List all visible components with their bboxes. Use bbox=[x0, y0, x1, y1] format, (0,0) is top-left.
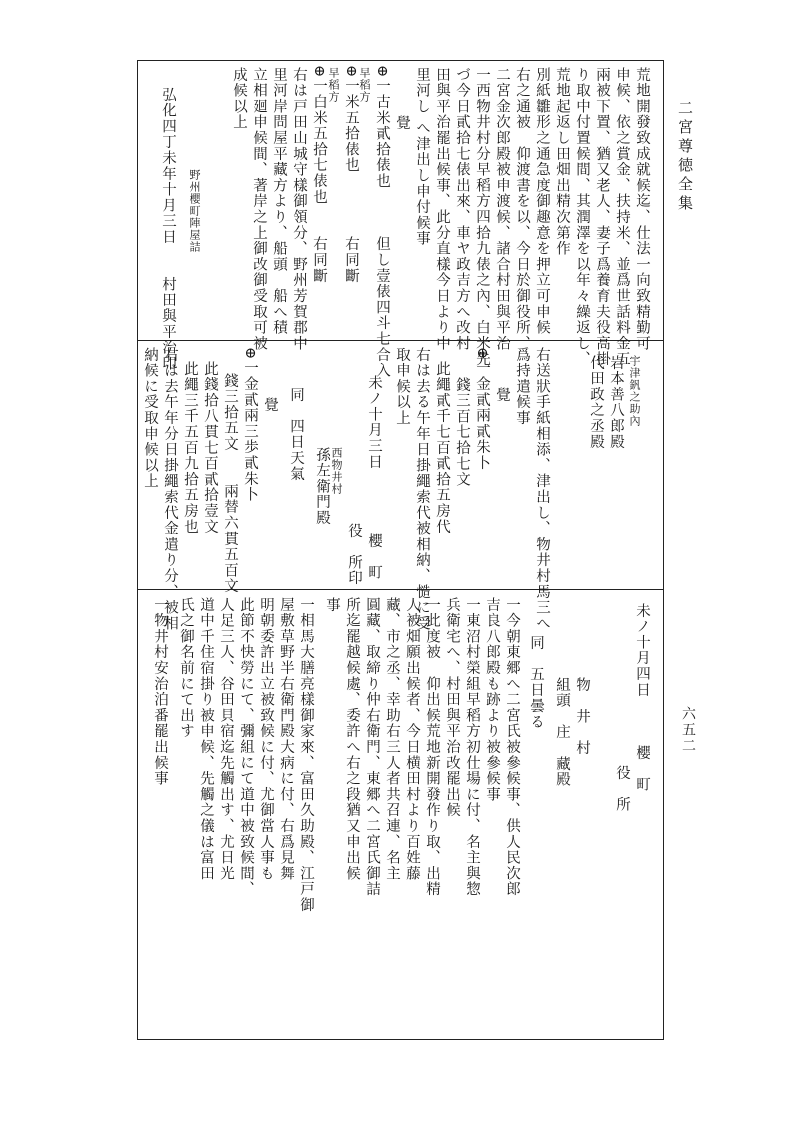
text-column: 右送狀手紙相添、津出し、物井村馬三へ bbox=[534, 347, 550, 632]
text-column: 一東沼村榮組早稻方初仕場に付、名主與惣 bbox=[464, 597, 480, 898]
text-column: 役 所 bbox=[614, 765, 630, 813]
text-column: 圓藏、取締り仲右衛門、東郷へ二宮氏御詰 bbox=[364, 597, 380, 898]
text-column: 此錢拾八貫七百貳拾壹文 bbox=[202, 361, 218, 535]
text-column: 兩被下置、猶又老人、妻子爲養育夫役高掛 bbox=[594, 67, 610, 368]
text-column: 一相馬大膳亮樣御家來、富田久助殿、江戸御 bbox=[298, 597, 314, 913]
text-column: 孫左衛門殿 bbox=[314, 447, 330, 526]
page-number: 六五二 bbox=[680, 706, 696, 754]
text-column: 錢三拾五文 兩替六貫五百文 bbox=[222, 373, 238, 595]
text-column: 田與平治罷出候事、此分直樣今日より中 bbox=[434, 67, 450, 352]
text-column: 人被畑願出候者、今日横田村より百姓藤 bbox=[404, 597, 420, 882]
band-divider bbox=[138, 589, 663, 590]
text-column: 覺 bbox=[494, 387, 510, 403]
text-column: 二宮金次郎殿被申渡候、諸合村田與平治 bbox=[494, 67, 510, 352]
text-column: 物 井 村 bbox=[574, 677, 590, 756]
text-column: 同 四日天氣 bbox=[288, 387, 304, 482]
text-column: 一此度被 仰出候荒地新開發作り取、出精 bbox=[424, 597, 440, 898]
text-column: 役 所印 bbox=[346, 523, 362, 587]
text-column: 爲持遣候事 bbox=[514, 347, 530, 426]
text-column: 申候、依之賞金、扶持米、並爲世話料金五 bbox=[614, 67, 630, 368]
text-column: づ今日貳拾七俵出來、車ヤ政吉方へ改村 bbox=[454, 67, 470, 352]
text-column: 別紙雛形之通急度御趣意を押立可申候 bbox=[534, 67, 550, 336]
text-column: 荒地起返し田畑出精次第作 bbox=[554, 67, 570, 257]
text-column: 右は去午年分日掛繩索代金遣り分、被相 bbox=[162, 347, 178, 632]
text-column: 組頭 庄 藏殿 bbox=[554, 677, 570, 788]
text-column: 一物井村安治泊番罷出候事 bbox=[152, 597, 168, 787]
text-column: 弘化四丁未年十月三日 村田與平治印 bbox=[160, 87, 176, 372]
text-column: り取中付置候間、其潤澤を以年々繰返し、 bbox=[574, 67, 590, 368]
text-column: 覺 bbox=[262, 397, 278, 413]
text-column: 人足三人、谷田貝宿迄先觸出す、尤日光 bbox=[218, 597, 234, 882]
text-column: ⊕一金貳兩三歩貳朱卜 bbox=[242, 347, 258, 503]
text-column: ⊕一金貳兩貳朱卜 bbox=[474, 347, 490, 472]
running-title: 二宮尊徳全集 bbox=[676, 100, 694, 214]
text-column: 未ノ十月四日 櫻 町 bbox=[634, 603, 650, 793]
text-column: ⊕一白米五拾七俵也 右同斷 bbox=[311, 65, 327, 284]
text-column: 所迄罷越候處、委許へ右之段猶又申出候 bbox=[344, 597, 360, 882]
text-column: 此節不快勞にて、彌組にて道中被致候間、 bbox=[238, 597, 254, 898]
text-column: 氏之御名前にて出す bbox=[178, 597, 194, 740]
text-column: 成候以上 bbox=[231, 67, 247, 131]
text-column: 道中千住宿掛り被申候、先觸之儀は富田 bbox=[198, 597, 214, 882]
text-column: 錢三百七拾七文 bbox=[454, 377, 470, 488]
text-column: 納候に受取申候以上 bbox=[142, 347, 158, 490]
text-column: 右之通被 仰渡書を以、今日於御役所、 bbox=[514, 67, 530, 352]
text-column: 藏、市之丞、幸助右三人者共召連、名主 bbox=[384, 597, 400, 882]
text-column: 事 bbox=[324, 597, 340, 613]
text-column: 吉良八郎殿も跡より被參候事 bbox=[484, 597, 500, 803]
text-column: 此繩貳千七百貳拾五房代 bbox=[434, 361, 450, 535]
text-column: 明朝委許出立被致候に付、尤御當人事も bbox=[258, 597, 274, 882]
text-column: 屋敷草野半右衛門殿大病に付、右爲見舞 bbox=[278, 597, 294, 882]
text-column: 荒地開發致成就候迄、仕法一向致精勤可 bbox=[634, 67, 650, 352]
text-column: 一今朝東郷へ二宮氏被參候事、供人民次郎 bbox=[504, 597, 520, 898]
text-column: 代田政之丞殿 bbox=[588, 355, 604, 450]
text-column: 里河し へ津出し申付候事 bbox=[414, 67, 430, 247]
text-column-small: 野州櫻町陣屋詰 bbox=[188, 169, 201, 253]
text-column: 右は去る午年日掛繩索代被相納、慥に受 bbox=[414, 347, 430, 632]
text-column: 同 五日曇る bbox=[528, 635, 544, 730]
text-column: 取申候以上 bbox=[394, 347, 410, 426]
text-column: ⊕一米五拾俵也 右同斷 bbox=[343, 65, 359, 284]
text-column-small: 早稻方 bbox=[358, 67, 371, 103]
text-column: 岩本善八郎殿 bbox=[608, 355, 624, 450]
text-column-small: 早稻方 bbox=[327, 67, 340, 103]
text-column: 里河岸問屋平藏方より、船頭 船へ積 bbox=[271, 67, 287, 336]
text-column: 右は戸田山城守樣御領分、野州芳賀郡中 bbox=[291, 67, 307, 352]
page-frame bbox=[137, 60, 664, 1040]
text-column: 未ノ十月三日 櫻 町 bbox=[366, 375, 382, 581]
text-column: 覺 bbox=[394, 115, 410, 131]
text-column: 此繩三千五百九拾五房也 bbox=[182, 361, 198, 535]
text-column: 兵衛宅へ、村田與平治改罷出候 bbox=[444, 597, 460, 819]
text-column: 一西物井村分早稻方四拾九俵之內、白米先 bbox=[474, 67, 490, 368]
text-column-small: 西物井村 bbox=[330, 447, 343, 495]
text-column: ⊕一古米貳拾俵也 但し壹俵四斗七合入 bbox=[374, 65, 390, 379]
text-column: 立相廻申候間、著岸之上御改御受取可被 bbox=[251, 67, 267, 352]
text-column-small: 宇津釩之助內 bbox=[628, 355, 641, 427]
